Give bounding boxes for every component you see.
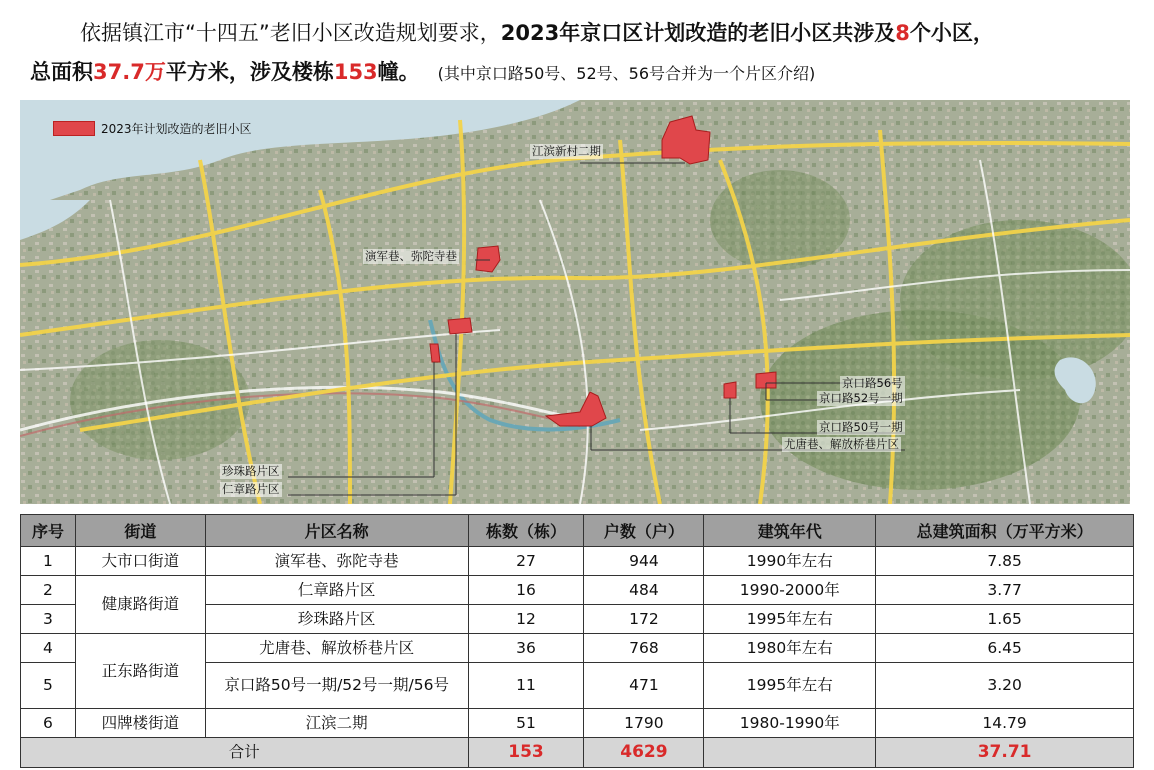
cell-buildings: 11 [468,663,584,709]
cell-buildings: 27 [468,547,584,576]
intro-text: 依据镇江市“十四五”老旧小区改造规划要求， [80,21,501,45]
cell-buildings: 36 [468,634,584,663]
map-label-youtang: 尤唐巷、解放桥巷片区 [784,437,899,451]
cell-name: 演军巷、弥陀寺巷 [205,547,468,576]
map-label-renzhang: 仁章路片区 [222,482,280,496]
cell-no: 1 [21,547,76,576]
table-total-row [21,738,1134,768]
cell-street: 健康路街道 [75,576,205,634]
cell-name: 江滨二期 [205,709,468,738]
cell-era: 1995年左右 [704,605,876,634]
cell-street: 正东路街道 [75,634,205,709]
intro-bold-text: 平方米，涉及楼栋 [165,60,334,84]
col-header-buildings: 栋数（栋） [468,515,584,547]
col-header-era: 建筑年代 [704,515,876,547]
table-row [21,634,1134,663]
col-header-name: 片区名称 [205,515,468,547]
cell-households: 484 [584,576,704,605]
table-row [21,547,1134,576]
cell-name: 珍珠路片区 [205,605,468,634]
map-label-yanjun: 演军巷、弥陀寺巷 [365,249,457,263]
cell-area: 3.77 [876,576,1134,605]
map-label-jk56: 京口路56号 [842,376,903,390]
intro-paragraph [30,14,1140,93]
cell-households: 1790 [584,709,704,738]
cell-buildings: 51 [468,709,584,738]
cell-area: 7.85 [876,547,1134,576]
cell-households: 944 [584,547,704,576]
map-label-jk52: 京口路52号一期 [819,391,903,405]
cell-name: 尤唐巷、解放桥巷片区 [205,634,468,663]
cell-era: 1990-2000年 [704,576,876,605]
intro-note: (其中京口路50号、52号、56号合并为一个片区介绍) [437,64,816,83]
intro-bold-text: 个小区， [909,21,994,45]
table-row [21,709,1134,738]
cell-no: 4 [21,634,76,663]
table-header-row [21,515,1134,547]
total-buildings: 153 [468,738,584,768]
cell-buildings: 16 [468,576,584,605]
cell-no: 6 [21,709,76,738]
intro-line-2 [30,53,1140,93]
cell-name: 仁章路片区 [205,576,468,605]
cell-buildings: 12 [468,605,584,634]
map-label-jk50: 京口路50号一期 [819,420,903,434]
map-label-jiangbin: 江滨新村二期 [532,144,601,158]
legend-label: 2023年计划改造的老旧小区 [101,122,252,136]
cell-era: 1980年左右 [704,634,876,663]
intro-bold-text: 总面积 [30,60,93,84]
cell-no: 3 [21,605,76,634]
total-area: 37.7万 [93,60,166,84]
building-count: 153 [333,60,378,84]
cell-households: 768 [584,634,704,663]
cell-households: 471 [584,663,704,709]
cell-no: 2 [21,576,76,605]
intro-bold-text: 幢。 [377,60,420,84]
cell-name: 京口路50号一期/52号一期/56号 [205,663,468,709]
cell-era: 1995年左右 [704,663,876,709]
cell-area: 14.79 [876,709,1134,738]
cell-era: 1980-1990年 [704,709,876,738]
map-legend [53,120,252,137]
col-header-area: 总建筑面积（万平方米） [876,515,1134,547]
total-era-empty [704,738,876,768]
total-label: 合计 [21,738,469,768]
cell-households: 172 [584,605,704,634]
cell-area: 6.45 [876,634,1134,663]
map-label-zhenzhu: 珍珠路片区 [222,464,280,478]
cell-no: 5 [21,663,76,709]
legend-swatch [53,121,95,136]
intro-bold-text: 2023年京口区计划改造的老旧小区共涉及 [500,21,896,45]
table-row [21,576,1134,605]
community-count: 8 [895,21,910,45]
cell-street: 四牌楼街道 [75,709,205,738]
cell-area: 1.65 [876,605,1134,634]
cell-street: 大市口街道 [75,547,205,576]
total-households: 4629 [584,738,704,768]
map-canvas [20,100,1130,504]
col-header-households: 户数（户） [584,515,704,547]
total-area: 37.71 [876,738,1134,768]
intro-line-1 [30,14,1140,53]
col-header-no: 序号 [21,515,76,547]
col-header-street: 街道 [75,515,205,547]
cell-era: 1990年左右 [704,547,876,576]
map-image [20,100,1130,504]
community-table [20,514,1134,768]
cell-area: 3.20 [876,663,1134,709]
